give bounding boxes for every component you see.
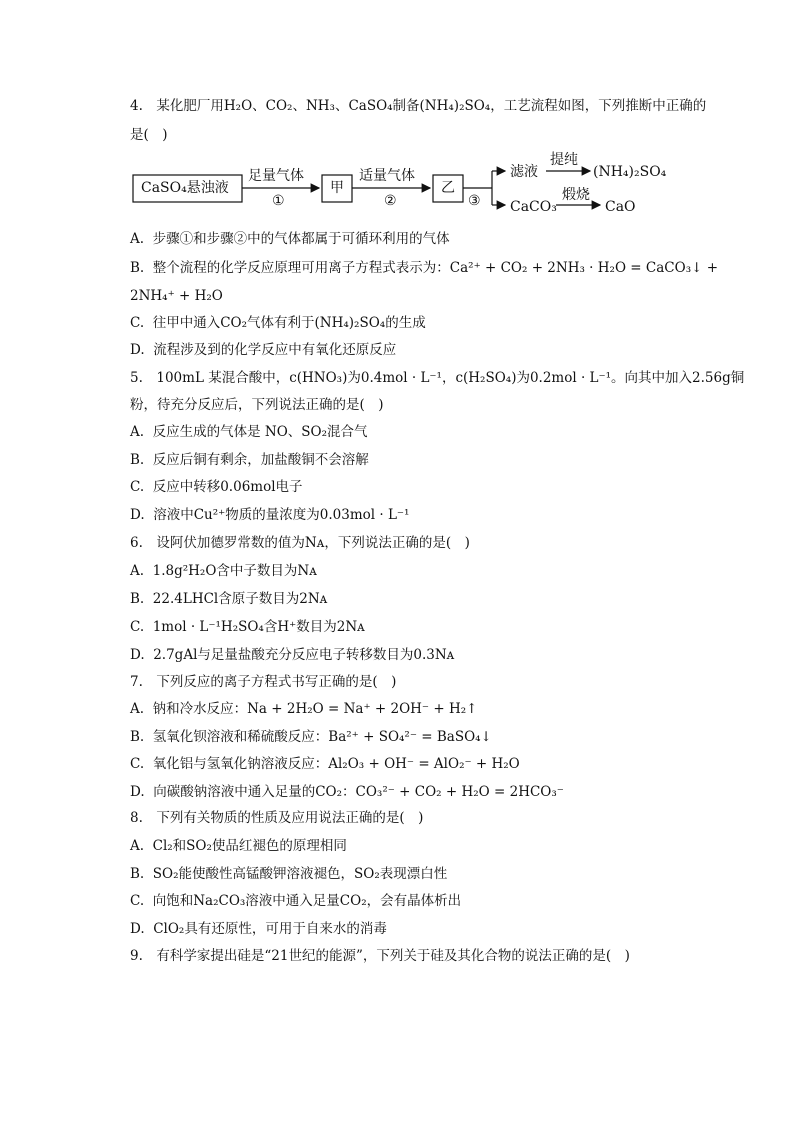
arrow2-top-label: 适量气体 (359, 168, 415, 184)
q4-option-a[interactable]: A. 步骤①和步骤②中的气体都属于可循环利用的气体 (130, 231, 450, 247)
q5-option-a[interactable]: A. 反应生成的气体是 NO、SO₂混合气 (130, 424, 368, 440)
q4-option-b-line1[interactable]: B. 整个流程的化学反应原理可用离子方程式表示为：Ca²⁺ + CO₂ + 2NH₃ · H₂O = CaCO₃↓ + (130, 260, 719, 276)
q6-option-d[interactable]: D. 2.7gAl与足量盐酸充分反应电子转移数目为0.3Nᴀ (130, 647, 455, 663)
q4-process-flow-diagram (130, 152, 670, 222)
q5-option-c[interactable]: C. 反应中转移0.06mol电子 (130, 479, 303, 495)
q8-option-c[interactable]: C. 向饱和Na₂CO₃溶液中通入足量CO₂，会有晶体析出 (130, 893, 462, 909)
q9-stem: 9. 有科学家提出硅是“21世纪的能源”，下列关于硅及其化合物的说法正确的是( ) (130, 948, 630, 964)
arrow1-top-label: 足量气体 (248, 168, 304, 184)
q5-option-d[interactable]: D. 溶液中Cu²⁺物质的量浓度为0.03mol · L⁻¹ (130, 507, 410, 523)
q4-option-d[interactable]: D. 流程涉及到的化学反应中有氧化还原反应 (130, 342, 397, 358)
box-yi-label: 乙 (441, 180, 455, 196)
q7-option-d[interactable]: D. 向碳酸钠溶液中通入足量的CO₂：CO₃²⁻ + CO₂ + H₂O = 2HCO₃⁻ (130, 784, 564, 800)
lower-final-label: CaO (605, 199, 636, 215)
lower-op-label: 煅烧 (562, 187, 590, 203)
q6-stem: 6. 设阿伏加德罗常数的值为Nᴀ，下列说法正确的是( ) (130, 535, 470, 551)
q8-option-d[interactable]: D. ClO₂具有还原性，可用于自来水的消毒 (130, 921, 387, 937)
q5-option-b[interactable]: B. 反应后铜有剩余，加盐酸铜不会溶解 (130, 452, 369, 468)
q4-stem-line1: 4. 某化肥厂用H₂O、CO₂、NH₃、CaSO₄制备(NH₄)₂SO₄，工艺流程如图，下列推断中正确的 (130, 98, 707, 114)
upper-op-label: 提纯 (550, 152, 578, 168)
q6-option-c[interactable]: C. 1mol · L⁻¹H₂SO₄含H⁺数目为2Nᴀ (130, 619, 365, 635)
q4-option-b-line2: 2NH₄⁺ + H₂O (130, 288, 223, 304)
q4-option-c[interactable]: C. 往甲中通入CO₂气体有利于(NH₄)₂SO₄的生成 (130, 315, 426, 331)
q7-option-b[interactable]: B. 氢氧化钡溶液和稀硫酸反应：Ba²⁺ + SO₄²⁻ = BaSO₄↓ (130, 729, 492, 745)
q8-option-b[interactable]: B. SO₂能使酸性高锰酸钾溶液褪色，SO₂表现漂白性 (130, 866, 448, 882)
box-jia-label: 甲 (330, 180, 344, 196)
q5-stem-line2: 粉，待充分反应后，下列说法正确的是( ) (130, 397, 384, 413)
q7-option-c[interactable]: C. 氧化铝与氢氧化钠溶液反应：Al₂O₃ + OH⁻ = AlO₂⁻ + H₂O (130, 756, 520, 772)
box-start-label: CaSO₄悬浊液 (141, 180, 229, 196)
q8-option-a[interactable]: A. Cl₂和SO₂使品红褪色的原理相同 (130, 838, 347, 854)
q7-stem: 7. 下列反应的离子方程式书写正确的是( ) (130, 674, 397, 690)
branch-label: ③ (468, 193, 481, 209)
q6-option-b[interactable]: B. 22.4LHCl含原子数目为2Nᴀ (130, 591, 328, 607)
upper-final-label: (NH₄)₂SO₄ (593, 164, 667, 180)
q7-option-a[interactable]: A. 钠和冷水反应：Na + 2H₂O = Na⁺ + 2OH⁻ + H₂↑ (130, 701, 478, 717)
q5-stem-line1: 5. 100mL 某混合酸中，c(HNO₃)为0.4mol · L⁻¹，c(H₂SO₄)为0.2mol · L⁻¹。向其中加入2.56g铜 (130, 370, 745, 386)
arrow1-bottom-label: ① (272, 193, 285, 209)
q6-option-a[interactable]: A. 1.8g²H₂O含中子数目为Nᴀ (130, 563, 317, 579)
lower-product-label: CaCO₃ (510, 199, 557, 215)
q4-stem-line2: 是( ) (130, 127, 168, 143)
arrow2-bottom-label: ② (384, 193, 397, 209)
q8-stem: 8. 下列有关物质的性质及应用说法正确的是( ) (130, 810, 424, 826)
upper-product-label: 滤液 (510, 164, 538, 180)
